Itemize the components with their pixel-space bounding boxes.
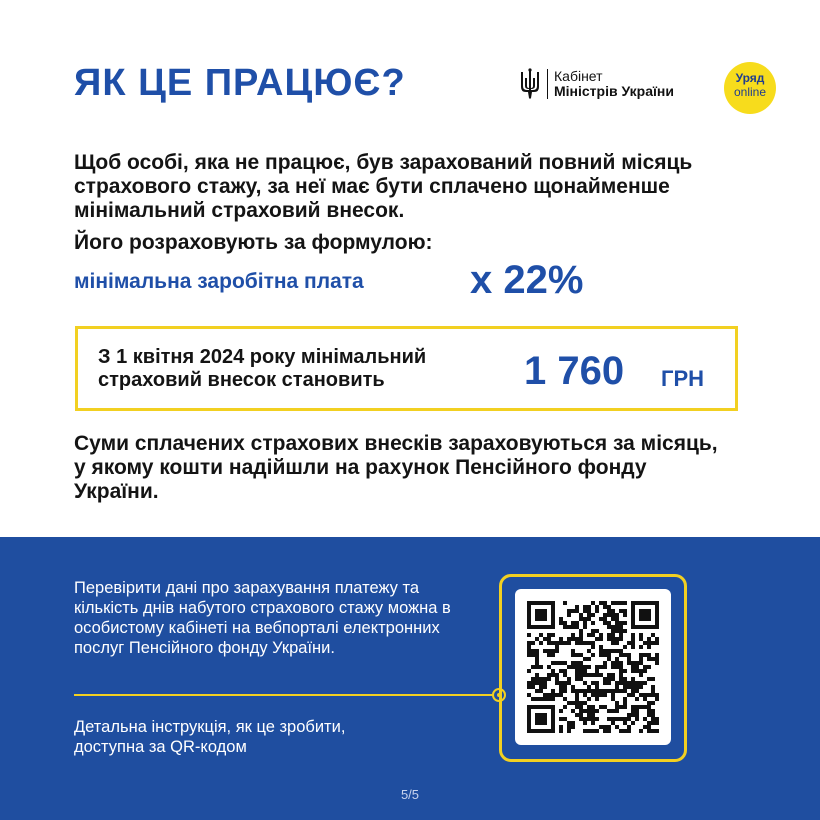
crediting-paragraph: Суми сплачених страхових внесків зараховуються за місяць, у якому кошти надійшли на рахунок Пенсійного фонду України. [74, 432, 718, 503]
instruction-text: Детальна інструкція, як це зробити, доступна за QR-кодом [74, 718, 346, 756]
formula-value: х 22% [470, 258, 584, 302]
intro-paragraph: Щоб особі, яка не працює, був зарахований повний місяць страхового стажу, за неї має бути сплачено щонайменше мінімальний страховий внесок. [74, 151, 693, 222]
trident-icon [519, 68, 541, 100]
minimum-contribution-amount: 1 760 [524, 349, 625, 393]
logo-divider [547, 69, 548, 99]
formula-label: мінімальна заробітна плата [74, 270, 364, 293]
bottom-panel [0, 537, 820, 820]
uryad-online-logo[interactable] [724, 62, 776, 114]
minimum-contribution-box [75, 326, 738, 411]
yellow-connector-line [74, 694, 494, 696]
cabinet-logo-line2: Міністрів України [554, 83, 674, 99]
qr-card[interactable] [515, 589, 671, 745]
qr-code-icon[interactable] [527, 601, 659, 733]
check-data-text: Перевірити дані про зарахування платежу та кількість днів набутого страхового стажу можна в особистому кабінеті на вебпорталі електронних послуг Пенсійного фонду України. [74, 579, 451, 657]
cabinet-logo-line1: Кабінет [554, 68, 603, 84]
page-number: 5/5 [400, 787, 420, 802]
cabinet-logo-text [554, 69, 674, 99]
minimum-contribution-unit: ГРН [661, 366, 705, 391]
minimum-contribution-text: З 1 квітня 2024 року мінімальний страховий внесок становить [98, 346, 427, 391]
page-title: ЯК ЦЕ ПРАЦЮЄ? [74, 62, 406, 104]
cabinet-logo[interactable] [519, 68, 674, 100]
formula-intro: Його розраховують за формулою: [74, 231, 433, 254]
uryad-logo-line1: Уряд [735, 71, 765, 85]
uryad-logo-line2: online [733, 85, 767, 99]
